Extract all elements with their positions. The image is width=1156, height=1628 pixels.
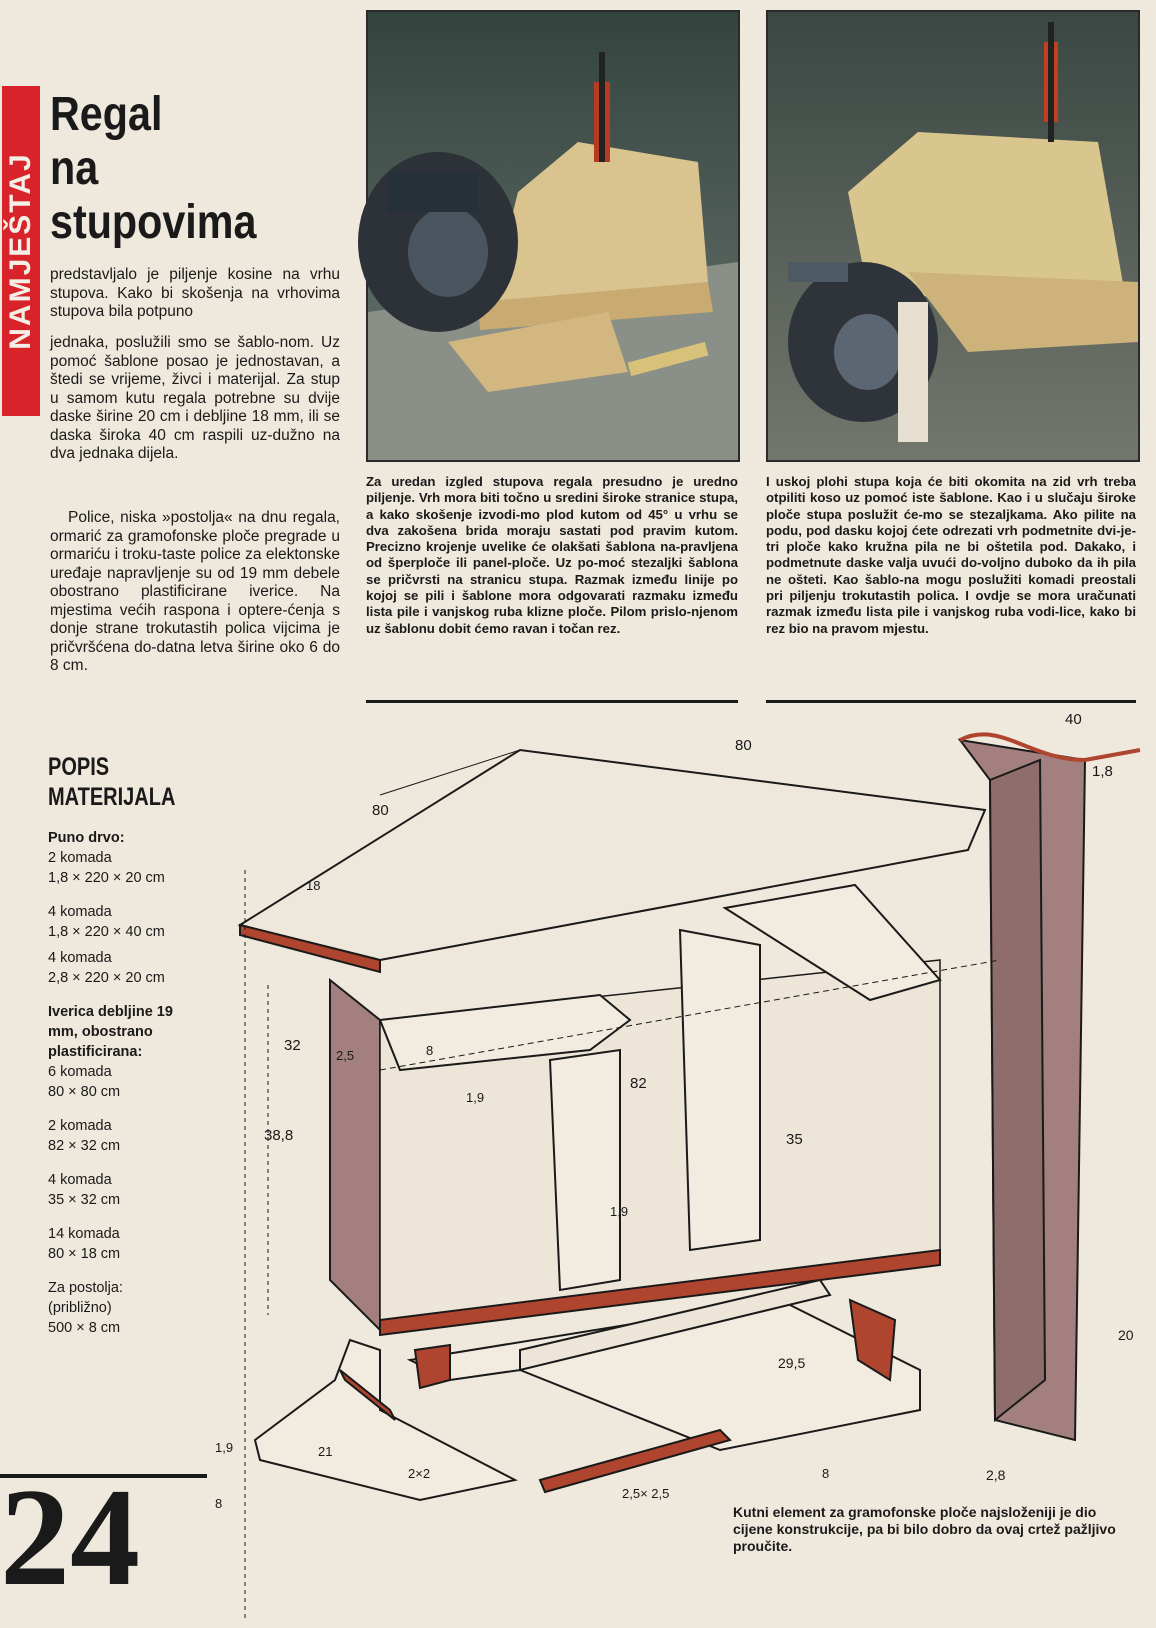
dim-label: 1,9 (610, 1204, 629, 1219)
intro-paragraph-2: jednaka, poslužili smo se šablo-nom. Uz pomoć šablone posao je jednostavan, a štedi se vrijeme, živci i materijal. Za stup u samom kutu regala potrebne su dvije daske širine 20 cm i debljine 18 mm, ili se daska široka 40 cm raspili uz-dužno na dva jednaka dijela. (50, 334, 340, 462)
title-line: na (50, 142, 99, 195)
dim-label: 1,8 (1092, 763, 1113, 780)
photo-saw-cutting-1 (366, 10, 740, 462)
material-line: 14 komada (48, 1226, 120, 1242)
material-line: 82 × 32 cm (48, 1138, 121, 1154)
dim-label: 35 (786, 1131, 803, 1148)
batten (540, 1430, 730, 1492)
article-title (50, 88, 291, 250)
photo-caption-left: Za uredan izgled stupova regala presudno je uredno piljenje. Vrh mora biti točno u sredini široke stranice stupa, a kako skošenje izvodi-mo plod kutom od 45° u vrhu se dva zakošena brida moraju sastati pod pravim kutom. Precizno krojenje uvelike će olakšati šablona na-pravljena od šperploče ili panel-ploče. Uz po-moć stezaljki šablona se pričvrsti na stranicu stupa. Razmak između linije po kojoj se pili i šablone mora odgovarati razmaku između lista pile i vanjskog ruba klizne ploče. Pilom prislo-njenom uz šablonu dobit ćemo ravan i točan rez. (366, 474, 738, 636)
dim-label: 1,9 (215, 1440, 234, 1455)
material-line: 4 komada (48, 904, 112, 920)
dim-label: 2,8 (986, 1467, 1006, 1483)
material-line: 500 × 8 cm (48, 1320, 121, 1336)
heading-line: POPIS (48, 753, 110, 781)
dim-label: 1,9 (466, 1090, 485, 1105)
photo-caption-right: I uskoj plohi stupa koja će biti okomita na zid vrh treba otpiliti koso uz pomoć iste šablone. Kao i u slučaju široke ploče stupa poslužit će-mo se stezaljkama. Ako pilite na podu, pod dasku kojoj ćete odrezati vrh podmetnite dvi-je-tri ploče kako kružna pila ne bi oštetila pod. Dakako, i podmetnute daske valja uvući do-voljno duboko da ih pila ne ošteti. Kao šablo-na mogu poslužiti komadi preostali pri piljenju trokutastih polica. I ovdje se mora uračunati razmak između lista pile i vanjskog ruba vodi-lice, kako bi rez bio na pravom mjestu. (766, 474, 1136, 636)
page-number: 24 (0, 1460, 140, 1615)
material-line: 35 × 32 cm (48, 1192, 121, 1208)
divider-panel (680, 930, 760, 1250)
dim-label: 8 (215, 1496, 223, 1511)
material-group-title: Iverica debljine 19 mm, obostrano plastificirana: (48, 1004, 173, 1060)
cabinet-side-left (330, 980, 380, 1330)
dim-label: 20 (1118, 1327, 1134, 1343)
material-group-title: Puno drvo: (48, 830, 125, 846)
photo-saw-cutting-2 (766, 10, 1140, 462)
dim-label: 80 (735, 737, 752, 754)
dim-label: 2,5 (336, 1048, 355, 1063)
material-line: 1,8 × 220 × 40 cm (48, 924, 165, 940)
photo-illustration (768, 12, 1138, 460)
intro-paragraph-3: Police, niska »postolja« na dnu regala, ormarić za gramofonske ploče pregrade u ormariću i troku-taste police za elektonske uređaje napravljenje su od 19 mm debele obostrano plastificirane iverice. Na mjestima većih raspona i optere-ćenja s donje strane trokutastih polica vijcima je pričvršćena do-datna letva širine oko 6 do 8 cm. (50, 509, 340, 674)
dim-label: 8 (822, 1466, 830, 1481)
heading-line: MATERIJALA (48, 783, 176, 811)
dim-label: 32 (284, 1037, 301, 1054)
caption-divider (766, 700, 1136, 703)
material-line: Za postolja: (48, 1280, 123, 1296)
photo-illustration (368, 12, 738, 460)
dim-label: 21 (318, 1444, 333, 1459)
caption-divider (366, 700, 738, 703)
material-line: (približno) (48, 1300, 112, 1316)
dim-label: 40 (1065, 711, 1082, 728)
corner-column-board (990, 760, 1045, 1420)
divider-panel (550, 1050, 620, 1290)
title-line: stupovima (50, 196, 257, 249)
material-line: 2,8 × 220 × 20 cm (48, 970, 165, 986)
material-line: 1,8 × 220 × 20 cm (48, 870, 165, 886)
dim-label: 82 (630, 1075, 647, 1092)
dim-label: 38,8 (264, 1127, 294, 1144)
intro-paragraph-1: predstavljalo je piljenje kosine na vrhu stupova. Kako bi skošenja na vrhovima stupova bila potpuno (50, 266, 340, 320)
dim-label: 2,5× 2,5 (622, 1486, 670, 1501)
material-line: 6 komada (48, 1064, 112, 1080)
dim-label: 18 (306, 878, 321, 893)
dim-label: 2×2 (408, 1466, 431, 1481)
dim-label: 8 (426, 1043, 434, 1058)
material-line: 80 × 80 cm (48, 1084, 121, 1100)
material-line: 4 komada (48, 950, 112, 966)
material-line: 2 komada (48, 1118, 112, 1134)
material-line: 2 komada (48, 850, 112, 866)
dim-label: 80 (372, 802, 389, 819)
material-line: 4 komada (48, 1172, 112, 1188)
dim-label: 29,5 (778, 1355, 806, 1371)
diagram-caption: Kutni element za gramofonske ploče najsloženiji je dio cijene konstrukcije, pa bi bilo dobro da ovaj crtež pažljivo proučite. (733, 1504, 1116, 1554)
section-tag-label: NAMJEŠTAJ (4, 152, 37, 350)
exploded-diagram (0, 711, 1156, 1620)
section-tag (2, 86, 40, 416)
title-line: Regal (50, 88, 163, 141)
pedestal-block (415, 1345, 450, 1388)
material-line: 80 × 18 cm (48, 1246, 121, 1262)
